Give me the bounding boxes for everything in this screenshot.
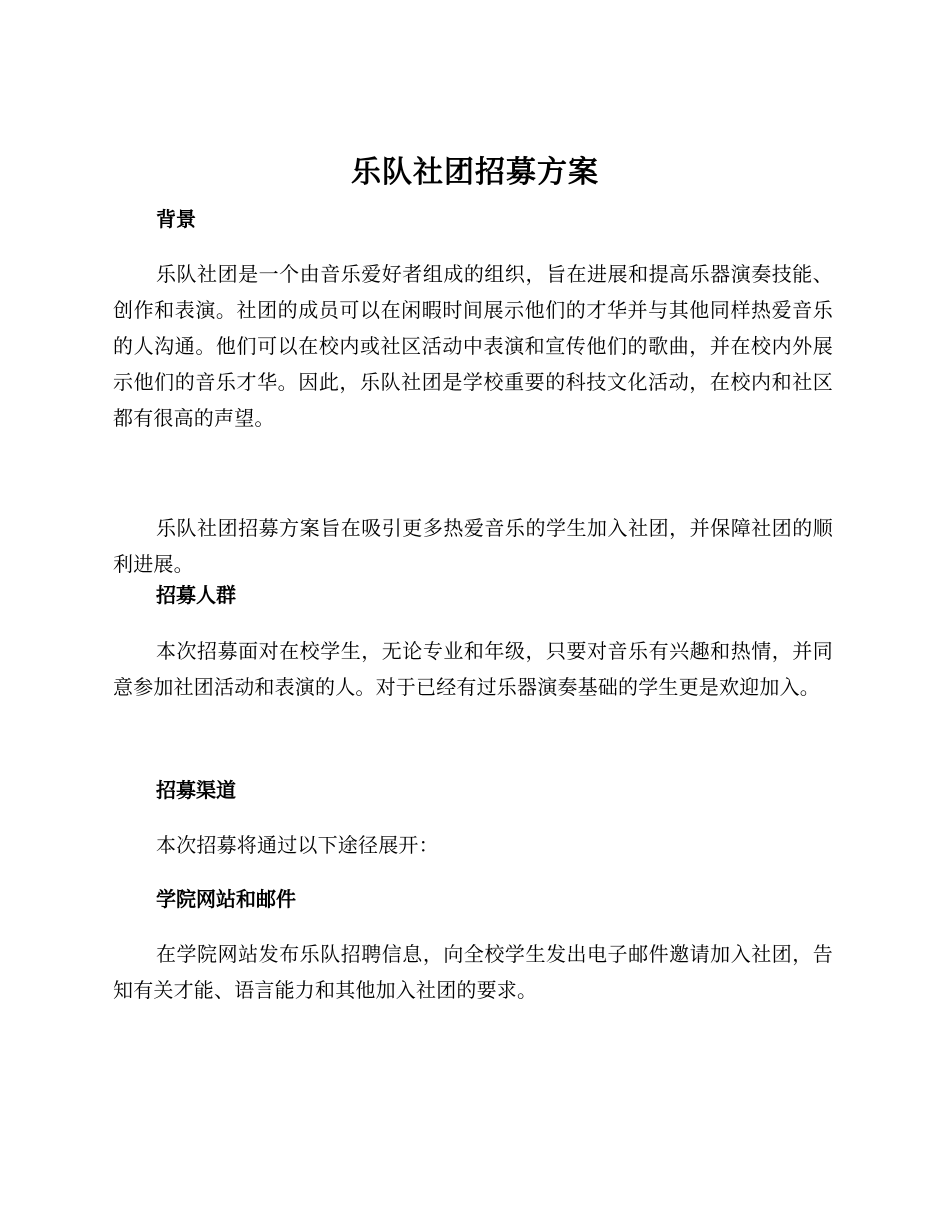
section-heading-website-email: 学院网站和邮件 xyxy=(156,887,296,911)
section-heading-target-group: 招募人群 xyxy=(156,583,236,607)
paragraph-website-email: 在学院网站发布乐队招聘信息，向全校学生发出电子邮件邀请加入社团，告知有关才能、语言能力和其他加入社团的要求。 xyxy=(113,942,833,1002)
paragraph-background-2: 乐队社团招募方案旨在吸引更多热爱音乐的学生加入社团，并保障社团的顺利进展。 xyxy=(113,516,833,576)
section-heading-background: 背景 xyxy=(156,207,196,231)
paragraph-target-group: 本次招募面对在校学生，无论专业和年级，只要对音乐有兴趣和热情，并同意参加社团活动和表演的人。对于已经有过乐器演奏基础的学生更是欢迎加入。 xyxy=(113,639,833,699)
document-title: 乐队社团招募方案 xyxy=(351,155,599,190)
section-heading-channels: 招募渠道 xyxy=(156,778,236,802)
paragraph-background-1: 乐队社团是一个由音乐爱好者组成的组织，旨在进展和提高乐器演奏技能、创作和表演。社团的成员可以在闲暇时间展示他们的才华并与其他同样热爱音乐的人沟通。他们可以在校内或社区活动中表演和宣传他们的歌曲，并在校内外展示他们的音乐才华。因此，乐队社团是学校重要的科技文化活动，在校内和社区都有很高的声望。 xyxy=(113,262,833,430)
paragraph-channels: 本次招募将通过以下途径展开： xyxy=(156,833,439,857)
